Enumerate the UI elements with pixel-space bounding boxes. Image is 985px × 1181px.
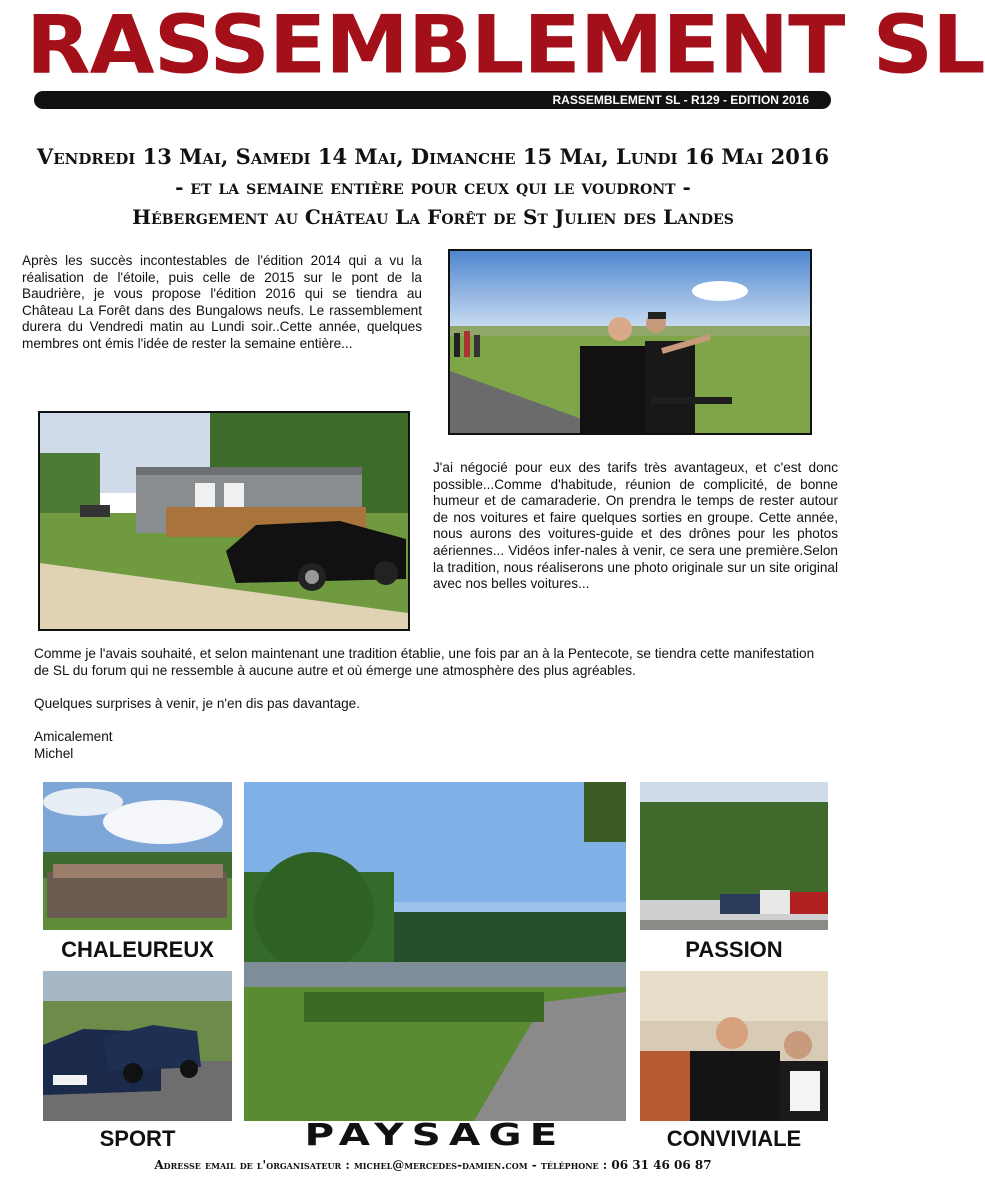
lake-landscape-image (244, 782, 626, 1121)
caption-conviviale: CONVIVIALE (666, 1126, 802, 1151)
caption-paysage: PAYSAGE (304, 1118, 566, 1153)
caption-passion: PASSION (685, 937, 783, 962)
photo-landscape (244, 782, 626, 1121)
venue-line: Hébergement au Château La Forêt de St Julien des Landes (132, 205, 734, 229)
caption-chaleureux: CHALEUREUX (61, 937, 214, 962)
caption-sport: SPORT (99, 1126, 176, 1151)
dates-line: Vendredi 13 Mai, Samedi 14 Mai, Dimanche 15 Mai, Lundi 16 Mai 2016 (36, 144, 830, 169)
header-bar (34, 91, 831, 109)
dinner-image (640, 971, 828, 1121)
photo-group (43, 782, 232, 930)
footer-contact: Adresse email de l'organisateur : michel@mercedes-damien.com - téléphone : 06 31 46 06 87 (154, 1158, 712, 1172)
sport-cars-image (43, 971, 232, 1121)
header-subtitle: RASSEMBLEMENT SL - R129 - EDITION 2016 (552, 93, 809, 107)
negotiation-paragraph: J'ai négocié pour eux des tarifs très avantageux, et c'est donc possible...Comme d'habitude, réunion de complicité, de bonne humeur et de camaraderie. On prendra le temps de rester autour de nos voitures et faire quelques sorties en groupe. Cette année, nous aurons des voitures-guide et des drônes pour les photos aériennes... Vidéos infer-nales à venir, ce sera une première.Selon la tradition, nous réaliserons une photo originale sur un site original avec nos belles voitures... (433, 460, 838, 592)
intro-paragraph: Après les succès incontestables de l'édition 2014 qui a vu la réalisation de l'étoile, puis celle de 2015 sur le pont de la Baudrière, je vous propose l'édition 2016 qui se tiendra au Château La Forêt dans des Bungalows neufs. Le rassemblement durera du Vendredi matin au Lundi soir..Cette année, quelques membres ont émis l'idée de rester la semaine entière... (22, 253, 422, 351)
photo-people-pointing (448, 249, 812, 435)
surprises-line: Quelques surprises à venir, je n'en dis pas davantage. (34, 696, 361, 711)
people-pointing-image (450, 251, 810, 433)
photo-conviviale (640, 971, 828, 1121)
bungalow-car-image (40, 413, 408, 629)
dates-subline: - et la semaine entière pour ceux qui le voudront - (175, 175, 691, 199)
signoff: Amicalement (34, 729, 113, 744)
group-photo-image (43, 782, 232, 930)
photo-bungalow-car (38, 411, 410, 631)
poster-title: RASSEMBLEMENT SL (26, 0, 985, 92)
event-dates (0, 142, 866, 232)
photo-sport (43, 971, 232, 1121)
closing-paragraph: Comme je l'avais souhaité, et selon maintenant une tradition établie, une fois par an à la Pentecote, se tiendra cette manifestation de SL du forum qui ne ressemble à aucune autre et où émerge une atmosphère des plus agréables. (34, 646, 815, 678)
car-lineup-image (640, 782, 828, 930)
photo-passion (640, 782, 828, 930)
signature: Michel (34, 746, 74, 761)
